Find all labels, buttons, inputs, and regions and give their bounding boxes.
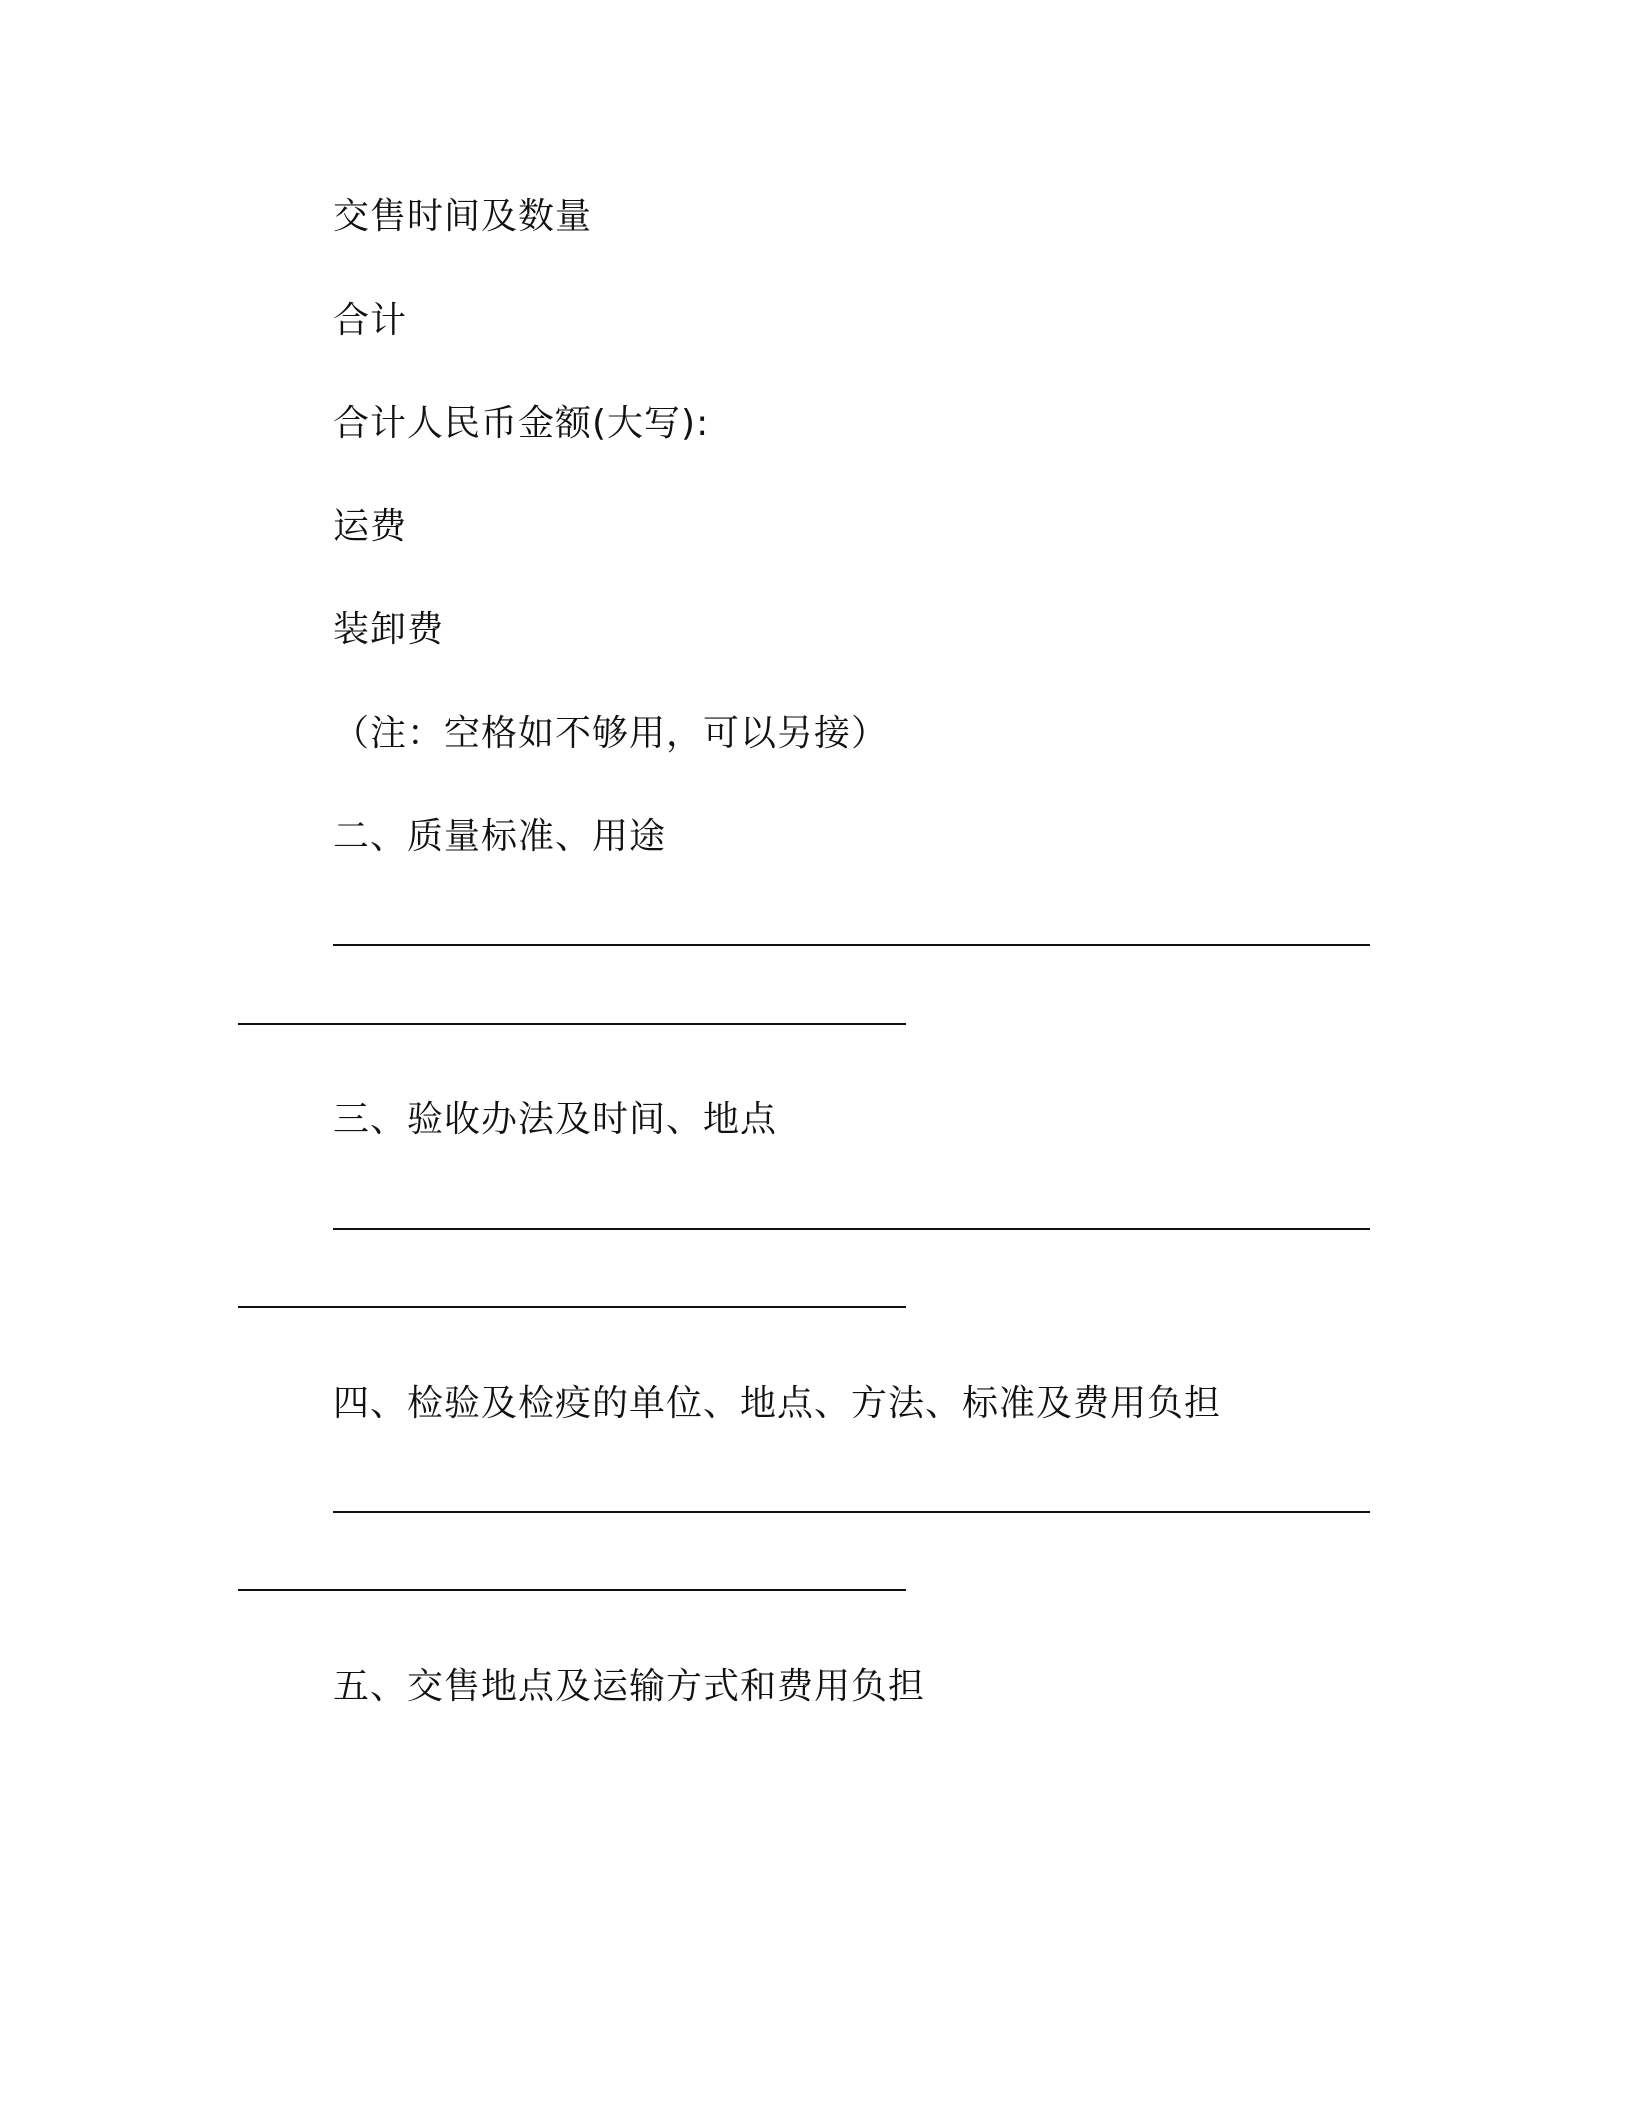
fill-in-line	[333, 1511, 1370, 1513]
freight-label: 运费	[333, 506, 408, 547]
section-4-heading: 四、检验及检疫的单位、地点、方法、标准及费用负担	[333, 1383, 1222, 1424]
delivery-time-quantity-label: 交售时间及数量	[333, 196, 593, 237]
note-text: （注：空格如不够用，可以另接）	[333, 713, 889, 754]
total-rmb-amount-label: 合计人民币金额(大写):	[333, 403, 710, 444]
handling-fee-label: 装卸费	[333, 609, 445, 650]
fill-in-line	[238, 1306, 906, 1308]
fill-in-line	[333, 1228, 1370, 1230]
fill-in-line	[238, 1023, 906, 1025]
total-label: 合计	[333, 300, 408, 341]
section-5-heading: 五、交售地点及运输方式和费用负担	[333, 1666, 926, 1707]
section-2-heading: 二、质量标准、用途	[333, 816, 667, 857]
section-3-heading: 三、验收办法及时间、地点	[333, 1099, 778, 1140]
fill-in-line	[238, 1589, 906, 1591]
fill-in-line	[333, 944, 1370, 946]
